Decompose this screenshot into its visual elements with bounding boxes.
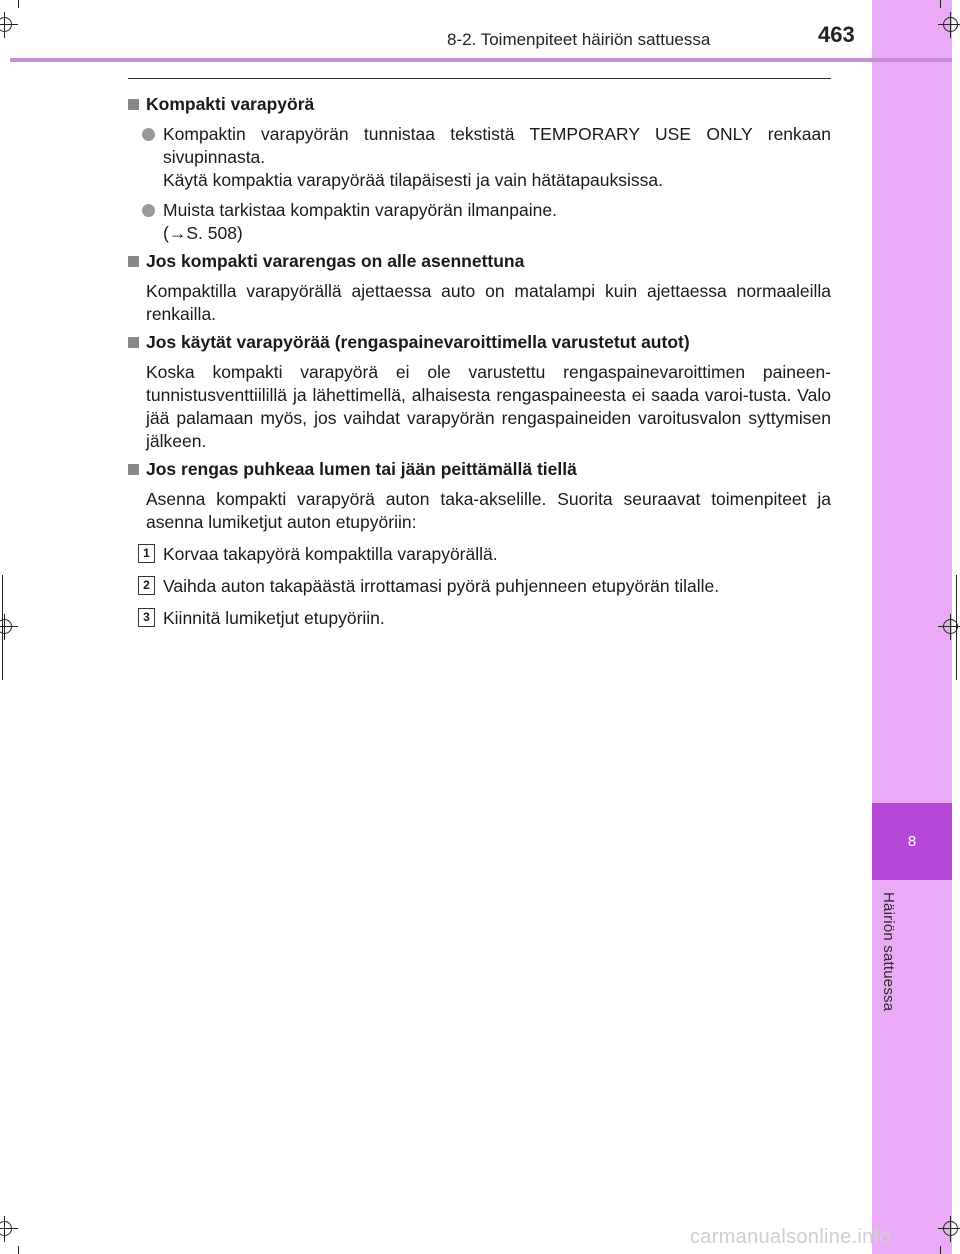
step-item	[128, 575, 831, 598]
step-text: Korvaa takapyörä kompaktilla varapyörällä.	[163, 544, 498, 564]
section-heading-text: Jos rengas puhkeaa lumen tai jään peittämällä tiellä	[146, 459, 577, 479]
registration-mark-icon	[0, 1216, 18, 1242]
paragraph: Asenna kompakti varapyörä auton taka-akselille. Suorita seuraavat toimenpiteet ja asenna lumiketjut auton etupyöriin:	[146, 489, 831, 532]
step-item	[128, 607, 831, 630]
step-text: Vaihda auton takapäästä irrottamasi pyörä puhjenneen etupyörän tilalle.	[163, 576, 720, 596]
content-top-rule	[128, 78, 831, 79]
crop-mark	[18, 0, 19, 8]
section-heading	[128, 93, 831, 116]
registration-mark-icon	[938, 12, 960, 38]
page-content	[128, 88, 831, 630]
registration-mark-icon	[938, 1216, 960, 1242]
crop-mark	[956, 575, 957, 680]
section-heading-text: Kompakti varapyörä	[146, 94, 315, 114]
crop-mark	[940, 0, 941, 8]
running-header: 8-2. Toimenpiteet häiriön sattuessa	[447, 30, 711, 49]
crop-mark	[2, 575, 3, 680]
square-bullet-icon	[128, 464, 139, 475]
list-item-text: Kompaktin varapyörän tunnistaa tekstistä TEMPORARY USE ONLY renkaan sivupinnasta.	[163, 124, 831, 167]
section-heading	[128, 331, 831, 354]
chapter-label-text: Häiriön sattuessa	[880, 892, 897, 1012]
list-item-text: Käytä kompaktia varapyörää tilapäisesti ja vain hätätapauksissa.	[163, 170, 663, 190]
paragraph: Kompaktilla varapyörällä ajettaessa auto on matalampi kuin ajettaessa normaaleilla renkailla.	[146, 281, 831, 324]
crop-mark	[940, 1246, 941, 1254]
square-bullet-icon	[128, 256, 139, 267]
list-item-text: Muista tarkistaa kompaktin varapyörän ilmanpaine.	[163, 200, 557, 220]
section-heading	[128, 250, 831, 273]
round-bullet-icon	[142, 204, 155, 217]
square-bullet-icon	[128, 337, 139, 348]
page-reference-link[interactable]: (→S. 508)	[163, 223, 243, 243]
step-number: 3	[138, 608, 155, 627]
section-heading-text: Jos kompakti vararengas on alle asennettuna	[146, 251, 525, 271]
list-item	[128, 123, 831, 192]
crop-mark	[18, 1246, 19, 1254]
square-bullet-icon	[128, 99, 139, 110]
list-item	[128, 199, 831, 245]
watermark: carmanualsonline.info	[690, 1226, 891, 1248]
section-heading-text: Jos käytät varapyörää (rengaspainevaroittimella varustetut autot)	[146, 332, 690, 352]
paragraph: Koska kompakti varapyörä ei ole varustettu rengaspainevaroittimen paineen-tunnistusventtiilillä ja lähettimellä, alhaisesta rengaspaineesta ei saada varoi-tusta. Valo jää palamaan myös, jos vaihdat varapyörän rengaspaineiden varoitusvalon syttymisen jälkeen.	[146, 362, 831, 451]
registration-mark-icon	[0, 12, 18, 38]
chapter-label	[880, 892, 904, 1042]
round-bullet-icon	[142, 128, 155, 141]
step-number: 2	[138, 576, 155, 595]
header-rule	[10, 58, 952, 62]
chapter-number-tab[interactable]: 8	[872, 803, 952, 880]
section-heading	[128, 458, 831, 481]
step-number: 1	[138, 544, 155, 563]
step-item	[128, 543, 831, 566]
page-number: 463	[818, 22, 855, 47]
step-text: Kiinnitä lumiketjut etupyöriin.	[163, 608, 385, 628]
